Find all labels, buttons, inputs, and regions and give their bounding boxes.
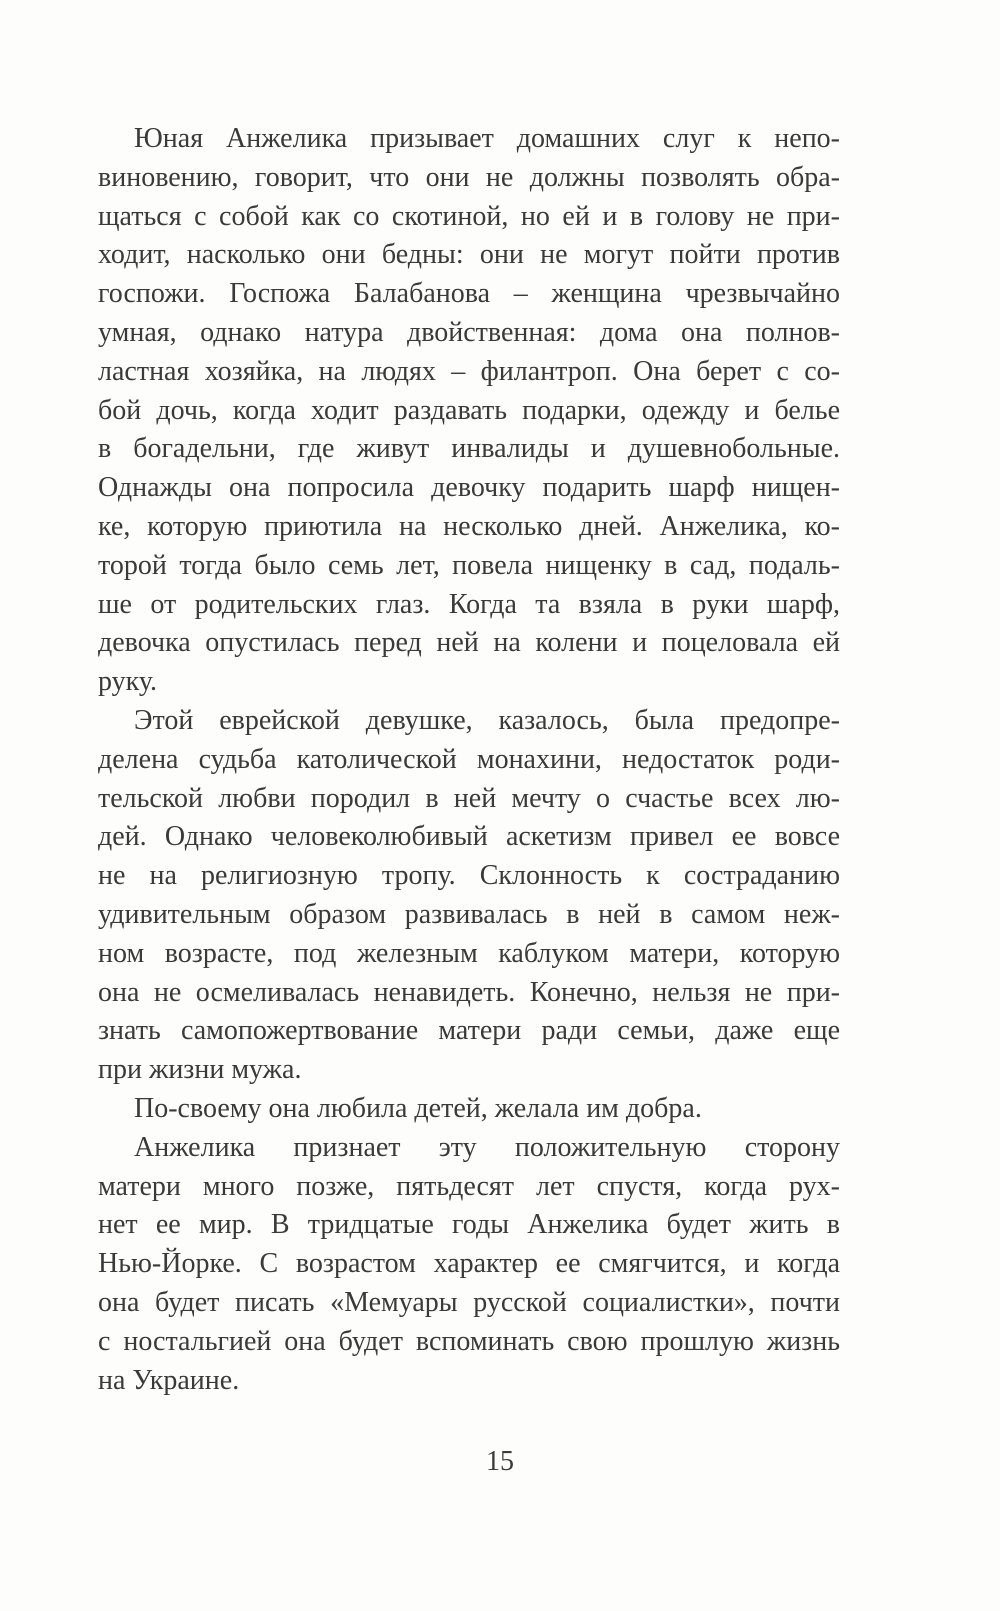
text-line: ластная хозяйка, на людях – филантроп. Она берет с со- <box>98 355 840 387</box>
text-line: делена судьба католической монахини, недостаток роди- <box>98 743 840 775</box>
text-line: ше от родительских глаз. Когда та взяла в руки шарф, <box>98 588 840 620</box>
text-line: с ностальгией она будет вспоминать свою прошлую жизнь <box>98 1325 840 1357</box>
text-line: Юная Анжелика призывает домашних слуг к непо- <box>134 123 840 154</box>
text-line: она будет писать «Мемуары русской социалистки», почти <box>98 1286 840 1318</box>
text-line: ном возрасте, под железным каблуком матери, которую <box>98 937 840 969</box>
text-line: тельской любви породил в ней мечту о счастье всех лю- <box>98 782 840 814</box>
text-line: По-своему она любила детей, желала им добра. <box>134 1092 702 1124</box>
text-line: в богадельни, где живут инвалиды и душевнобольные. <box>98 433 840 465</box>
text-line: нет ее мир. В тридцатые годы Анжелика будет жить в <box>98 1209 840 1241</box>
text-line: умная, однако натура двойственная: дома она полнов- <box>98 316 840 348</box>
body-text <box>98 120 840 1400</box>
text-line: удивительным образом развивалась в ней в самом неж- <box>98 898 840 930</box>
text-line: торой тогда было семь лет, повела нищенку в сад, подаль- <box>98 549 840 581</box>
text-line: Анжелика признает эту положительную сторону <box>134 1131 840 1163</box>
page-number: 15 <box>486 1446 514 1477</box>
text-line: ке, которую приютила на несколько дней. Анжелика, ко- <box>98 510 840 542</box>
text-line: ходит, насколько они бедны: они не могут пойти против <box>98 239 840 271</box>
paragraph <box>98 120 840 702</box>
paragraph <box>98 702 840 1090</box>
text-line: виновению, говорит, что они не должны позволять обра- <box>98 161 840 193</box>
text-line: щаться с собой как со скотиной, но ей и в голову не при- <box>98 200 840 232</box>
text-line: Нью-Йорке. С возрастом характер ее смягчится, и когда <box>98 1248 840 1280</box>
text-line: не на религиозную тропу. Склонность к состраданию <box>98 860 840 892</box>
text-line: знать самопожертвование матери ради семьи, даже еще <box>98 1015 840 1047</box>
text-line: матери много позже, пятьдесят лет спустя, когда рух- <box>98 1170 840 1202</box>
text-line: Однажды она попросила девочку подарить шарф нищен- <box>98 472 840 504</box>
text-line: Этой еврейской девушке, казалось, была предопре- <box>134 704 840 736</box>
text-line: при жизни мужа. <box>98 1054 302 1086</box>
paragraph <box>98 1129 840 1401</box>
paragraph <box>98 1090 840 1129</box>
text-line: девочка опустилась перед ней на колени и поцеловала ей <box>98 627 840 659</box>
text-line: руку. <box>98 666 158 698</box>
text-line: бой дочь, когда ходит раздавать подарки, одежду и белье <box>98 394 840 426</box>
text-line: госпожи. Госпожа Балабанова – женщина чрезвычайно <box>98 278 840 310</box>
text-line: на Украине. <box>98 1364 240 1396</box>
text-line: она не осмеливалась ненавидеть. Конечно, нельзя не при- <box>98 976 840 1008</box>
text-line: дей. Однако человеколюбивый аскетизм привел ее вовсе <box>98 821 840 853</box>
